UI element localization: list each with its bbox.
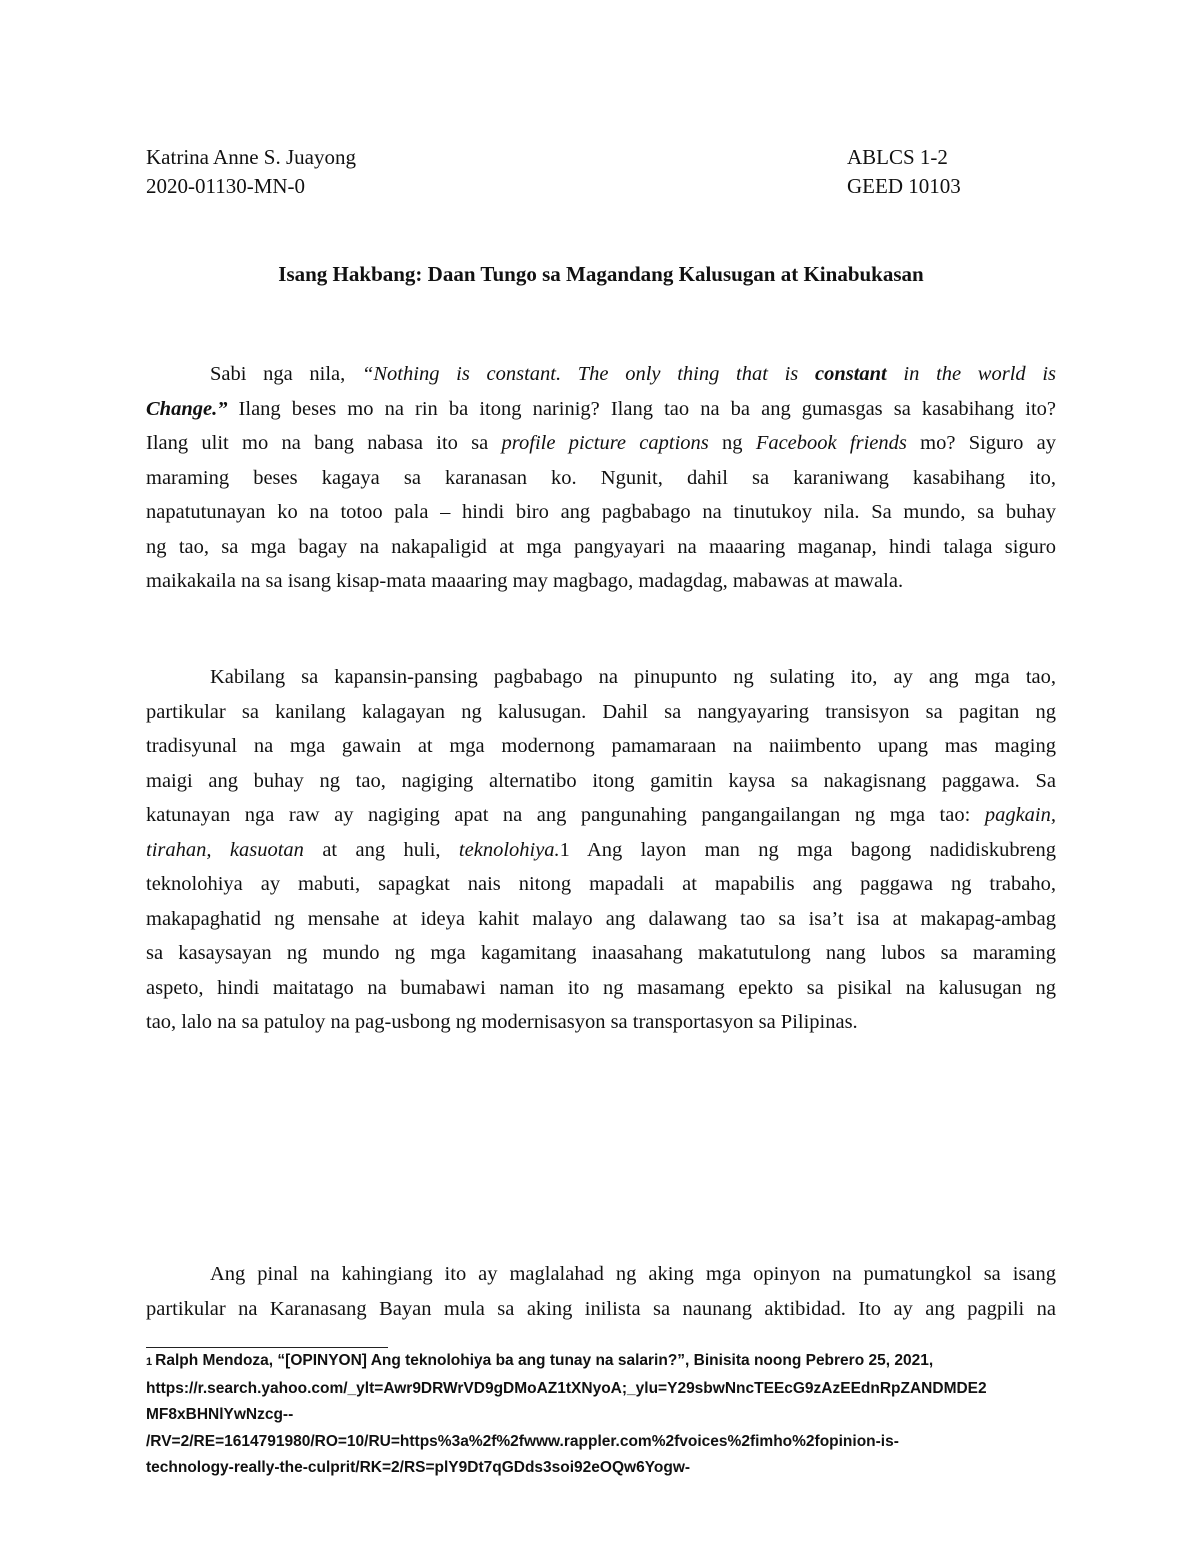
paragraph-line: sa kasaysayan ng mundo ng mga kagamitang inaasahang makatutulong nang lubos sa maraming [146,942,1056,964]
paragraph-2 [146,660,1056,1040]
paragraph-line: partikular na Karanasang Bayan mula sa aking inilista sa naunang aktibidad. Ito ay ang pagpili na [146,1297,1056,1320]
footnote-link-line[interactable]: https://r.search.yahoo.com/_ylt=Awr9DRWrVD9gDMoAZ1tXNyoA;_ylu=Y29sbwNncTEEcG9zAzEEdnRpZANDMDE2 [146,1379,987,1397]
paragraph-line: Ang pinal na kahingiang ito ay maglalahad ng aking mga opinyon na pumatungkol sa isang [210,1263,1056,1285]
paragraph-line: maikakaila na sa isang kisap-mata maaaring may magbago, madagdag, mabawas at mawala. [146,570,904,592]
paragraph-1 [146,357,1056,599]
paragraph-line: makapaghatid ng mensahe at ideya kahit malayo ang dalawang tao sa isa’t isa at makapag-ambag [146,907,1056,930]
paragraph-line: katunayan nga raw ay nagiging apat na ang pangunahing pangangailangan ng mga tao: pagkain, [146,804,1056,826]
footnote-link-line[interactable]: MF8xBHNlYwNzcg-- [146,1406,294,1423]
essay-title: Isang Hakbang: Daan Tungo sa Magandang Kalusugan at Kinabukasan [278,262,924,286]
paragraph-3 [146,1257,1056,1326]
footnote-number: 1 [146,1356,153,1368]
author-name: Katrina Anne S. Juayong [146,145,356,169]
section-code: ABLCS 1-2 [847,145,948,169]
course-block [847,143,961,201]
author-block [146,143,356,201]
student-number: 2020-01130-MN-0 [146,174,306,198]
course-code: GEED 10103 [847,174,961,198]
paragraph-line: napatutunayan ko na totoo pala – hindi biro ang pagbabago na tinutukoy nila. Sa mundo, sa buhay [146,501,1056,523]
paragraph-line: Change.” Ilang beses mo na rin ba itong narinig? Ilang tao na ba ang gumasgas sa kasabihang ito? [146,397,1056,420]
paragraph-line: Sabi nga nila, “Nothing is constant. The only thing that is constant in the world is [210,363,1057,385]
paragraph-line: ng tao, sa mga bagay na nakapaligid at mga pangyayari na maaaring maganap, hindi talaga siguro [146,535,1056,558]
paragraph-line: tirahan, kasuotan at ang huli, teknolohiya.1 Ang layon man ng mga bagong nadidiskubreng [146,838,1056,861]
footnote-reference[interactable]: 1 [559,838,570,861]
paragraph-line: tradisyunal na mga gawain at mga modernong pamamaraan na naiimbento upang mas maging [146,735,1056,757]
paragraph-line: aspeto, hindi maitatago na bumabawi naman ito ng masamang epekto sa pisikal na kalusugan ng [146,976,1056,999]
paragraph-line: Ilang ulit mo na bang nabasa ito sa profile picture captions ng Facebook friends mo? Siguro ay [146,432,1056,454]
paragraph-line: teknolohiya ay mabuti, sapagkat nais nitong mapadali at mapabilis ang paggawa ng trabaho, [146,873,1056,895]
paragraph-line: maigi ang buhay ng tao, nagiging alternatibo itong gamitin kaysa sa nakagisnang paggawa. Sa [146,769,1056,792]
paragraph-line: partikular sa kanilang kalagayan ng kalusugan. Dahil sa nangyayaring transisyon sa pagitan ng [146,700,1056,723]
footnote-link-line[interactable]: /RV=2/RE=1614791980/RO=10/RU=https%3a%2f%2fwww.rappler.com%2fvoices%2fimho%2fopinion-is- [146,1432,899,1450]
paragraph-line: tao, lalo na sa patuloy na pag-usbong ng modernisasyon sa transportasyon sa Pilipinas. [146,1011,858,1033]
paragraph-line: Kabilang sa kapansin-pansing pagbabago na pinupunto ng sulating ito, ay ang mga tao, [210,666,1056,688]
footnote-line: 1 Ralph Mendoza, “[OPINYON] Ang teknolohiya ba ang tunay na salarin?”, Binisita noong Pebrero 25, 2021, [146,1352,934,1369]
footnote [146,1348,1066,1482]
footnote-link-line[interactable]: technology-really-the-culprit/RK=2/RS=plY9Dt7qGDds3soi92eOQw6Yogw- [146,1459,691,1476]
paragraph-line: maraming beses kagaya sa karanasan ko. Ngunit, dahil sa karaniwang kasabihang ito, [146,466,1056,489]
